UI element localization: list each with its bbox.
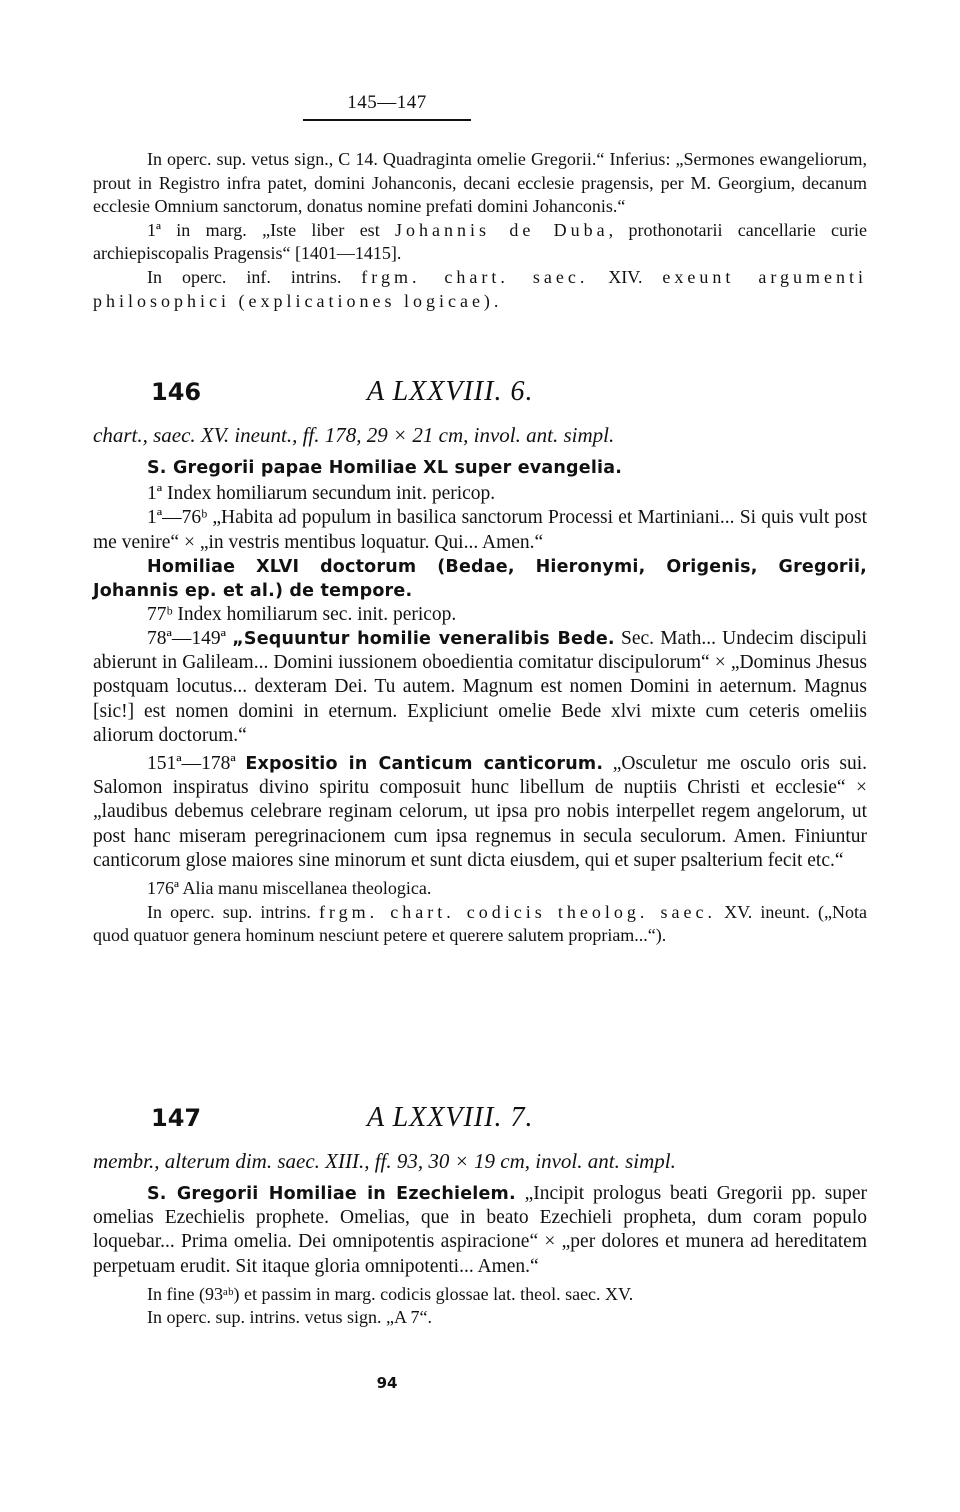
shelf-signature: A LXXVIII. 7. <box>367 1102 534 1133</box>
entry-147-heading <box>93 1104 867 1138</box>
entry-146-fragment <box>93 901 867 948</box>
text-run: XIV. <box>588 266 663 287</box>
text-run: „Osculetur me osculo oris sui. Salomon inspiratus divino spiritu composuit hunc libellum de nuptiis Christi et ecclesie“ × „laudibus debemus celebrare reginam celorum, ut ipsa pro nobis interpellet regem angelorum, ut post hanc miseram peregrinacionem cum ipsa regnemus in secula seculorum. Amen. Finiuntur canticorum glose maiores sine minorum et sunt dicta eiusdem, qui et super psalterium fecit etc.“ <box>93 753 867 871</box>
entry-146-subtitle: Homiliae XLVI doctorum (Bedae, Hieronymi, Origenis, Gregorii, Johannis ep. et al.) de tempore. <box>93 556 867 601</box>
entry-146-description: chart., saec. XV. ineunt., ff. 178, 29 × 21 cm, invol. ant. simpl. <box>93 423 615 447</box>
entry-146-canticum <box>93 752 867 873</box>
entry-number: 147 <box>151 1104 202 1132</box>
spaced-name: Johannis de Duba <box>395 219 609 240</box>
spaced-text: exeunt argumenti philosophici (explicationes logicae) <box>93 266 868 311</box>
text-run: In operc. sup. intrins. <box>147 901 319 922</box>
entry-146-miscellanea: 176ª Alia manu miscellanea theologica. <box>147 878 432 899</box>
text-run: In operc. inf. intrins. <box>147 266 362 287</box>
entry-147-description: membr., alterum dim. saec. XIII., ff. 93, 30 × 19 cm, invol. ant. simpl. <box>93 1149 676 1173</box>
entry-146-homilies: 1ª—76ᵇ „Habita ad populum in basilica sanctorum Processi et Martiniani... Si quis vult post me venire“ × „in vestris mentibus loquatur. Qui... Amen.“ <box>93 507 867 553</box>
entry-146-body <box>93 422 867 948</box>
entry-145-margin-note <box>93 219 867 266</box>
running-head: 145—147 <box>347 92 427 113</box>
text-run: , prothonotarii cancellarie curie archiepiscopalis Pragensis“ [1401—1415]. <box>93 219 867 264</box>
bold-title: Expositio in Canticum canticorum. <box>245 754 604 775</box>
text-run: . <box>493 290 499 311</box>
bold-title: S. Gregorii Homiliae in Ezechielem. <box>147 1184 516 1204</box>
entry-147-glosses: In fine (93ᵃᵇ) et passim in marg. codicis glossae lat. theol. saec. XV. <box>147 1283 634 1304</box>
entry-146-heading <box>93 378 867 412</box>
entry-145-fragment-note <box>93 266 867 313</box>
text-run: Sec. Math... Undecim discipuli abierunt in Galileam... Domini iussionem oboedientia comitatur discipulorum“ × „Dominus Jhesus postquam locutus... dexteram Dei. Tu autem. Magnum est nomen Domini in aeternum. Magnus [sic!] est nomen domini in eternum. Expliciunt omelie Bede xlvi mixte cum ceteris omeliis aliorum doctorum.“ <box>93 628 867 746</box>
spaced-text: frgm. chart. saec. <box>361 266 589 287</box>
entry-147-cover-note: In operc. sup. intrins. vetus sign. „A 7“. <box>147 1307 432 1328</box>
page-number: 94 <box>376 1374 398 1392</box>
shelf-signature: A LXXVIII. 6. <box>367 376 534 407</box>
text-run: „Incipit prologus beati Gregorii pp. super omelias Ezechielis prophete. Omelias, que in beato Ezechieli propheta, dum coram populo loquebar... Prima omelia. Dei omnipotentis aspiracione“ × „per dolores et munera ad hereditatem perpetuam erudit. Sit itaque gloria omnipotenti... Amen.“ <box>93 1183 867 1277</box>
text-run: 1ª in marg. „Iste liber est <box>147 219 396 240</box>
header-rule <box>303 119 471 121</box>
entry-145-cover-note: In operc. sup. vetus sign., C 14. Quadraginta omelie Gregorii.“ Inferius: „Sermones ewangeliorum, prout in Registro infra patet, domini Johanconis, decani ecclesie pragensis, per M. Georgium, decanum ecclesie Omnium sanctorum, donatus nomine prefati domini Johanconis.“ <box>93 149 867 217</box>
entry-146-bede <box>93 627 867 748</box>
entry-146-title: S. Gregorii papae Homiliae XL super evangelia. <box>147 458 623 478</box>
entry-number: 146 <box>151 378 202 406</box>
entry-146-index-2: 77ᵇ Index homiliarum sec. init. pericop. <box>147 603 457 625</box>
folio-range: 78ª—149ª <box>147 628 233 650</box>
text-run: XV. ineunt. („Nota quod quatuor genera hominum nesciunt petere et querere salutem propriam...“). <box>93 901 867 946</box>
entry-147-main <box>93 1182 867 1279</box>
bold-title: „Sequuntur homilie veneralibis Bede. <box>232 629 615 650</box>
entry-145-continuation <box>93 148 867 313</box>
folio-range: 151ª—178ª <box>147 753 246 775</box>
spaced-text: frgm. chart. codicis theolog. saec. <box>318 901 716 922</box>
entry-146-index: 1ª Index homiliarum secundum init. pericop. <box>147 483 496 505</box>
entry-147-body <box>93 1148 867 1330</box>
